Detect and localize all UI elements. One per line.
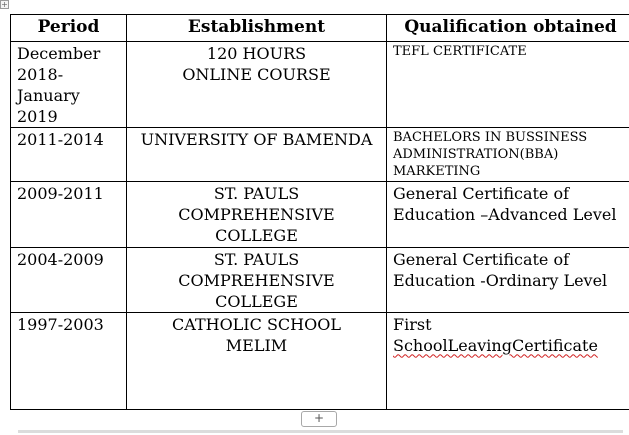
education-table — [10, 14, 629, 410]
establishment-cell[interactable]: ST. PAULS COMPREHENSIVE COLLEGE — [127, 181, 387, 247]
qualification-cell[interactable]: General Certificate of Education –Advanced Level — [387, 181, 629, 247]
table-row — [11, 313, 629, 410]
table-row — [11, 248, 629, 313]
page-divider — [18, 430, 623, 433]
qualification-cell[interactable]: General Certificate of Education -Ordinary Level — [387, 248, 629, 313]
table-move-handle-icon[interactable]: + — [1, 0, 8, 9]
establishment-cell[interactable]: CATHOLIC SCHOOL MELIM — [127, 313, 387, 410]
period-cell[interactable]: 2009-2011 — [11, 181, 127, 247]
establishment-cell[interactable]: 120 HOURS ONLINE COURSE — [127, 42, 387, 128]
period-cell[interactable]: 2011-2014 — [11, 128, 127, 181]
table-header-row — [11, 15, 629, 42]
table-row — [11, 42, 629, 128]
spellcheck-flagged-text: SchoolLeavingCertificate — [393, 336, 598, 356]
add-row-button[interactable]: + — [301, 411, 337, 427]
period-cell[interactable]: December 2018-January 2019 — [11, 42, 127, 128]
header-qualification: Qualification obtained — [387, 15, 629, 42]
header-period: Period — [11, 15, 127, 42]
qualification-cell[interactable] — [387, 313, 629, 410]
establishment-cell[interactable]: UNIVERSITY OF BAMENDA — [127, 128, 387, 181]
establishment-cell[interactable]: ST. PAULS COMPREHENSIVE COLLEGE — [127, 248, 387, 313]
qualification-line: First — [393, 315, 432, 335]
table-row — [11, 181, 629, 247]
period-cell[interactable]: 1997-2003 — [11, 313, 127, 410]
header-establishment: Establishment — [127, 15, 387, 42]
period-cell[interactable]: 2004-2009 — [11, 248, 127, 313]
qualification-cell[interactable]: BACHELORS IN BUSSINESS ADMINISTRATION(BBA) MARKETING — [387, 128, 629, 181]
qualification-cell[interactable]: TEFL CERTIFICATE — [387, 42, 629, 128]
table-row — [11, 128, 629, 181]
